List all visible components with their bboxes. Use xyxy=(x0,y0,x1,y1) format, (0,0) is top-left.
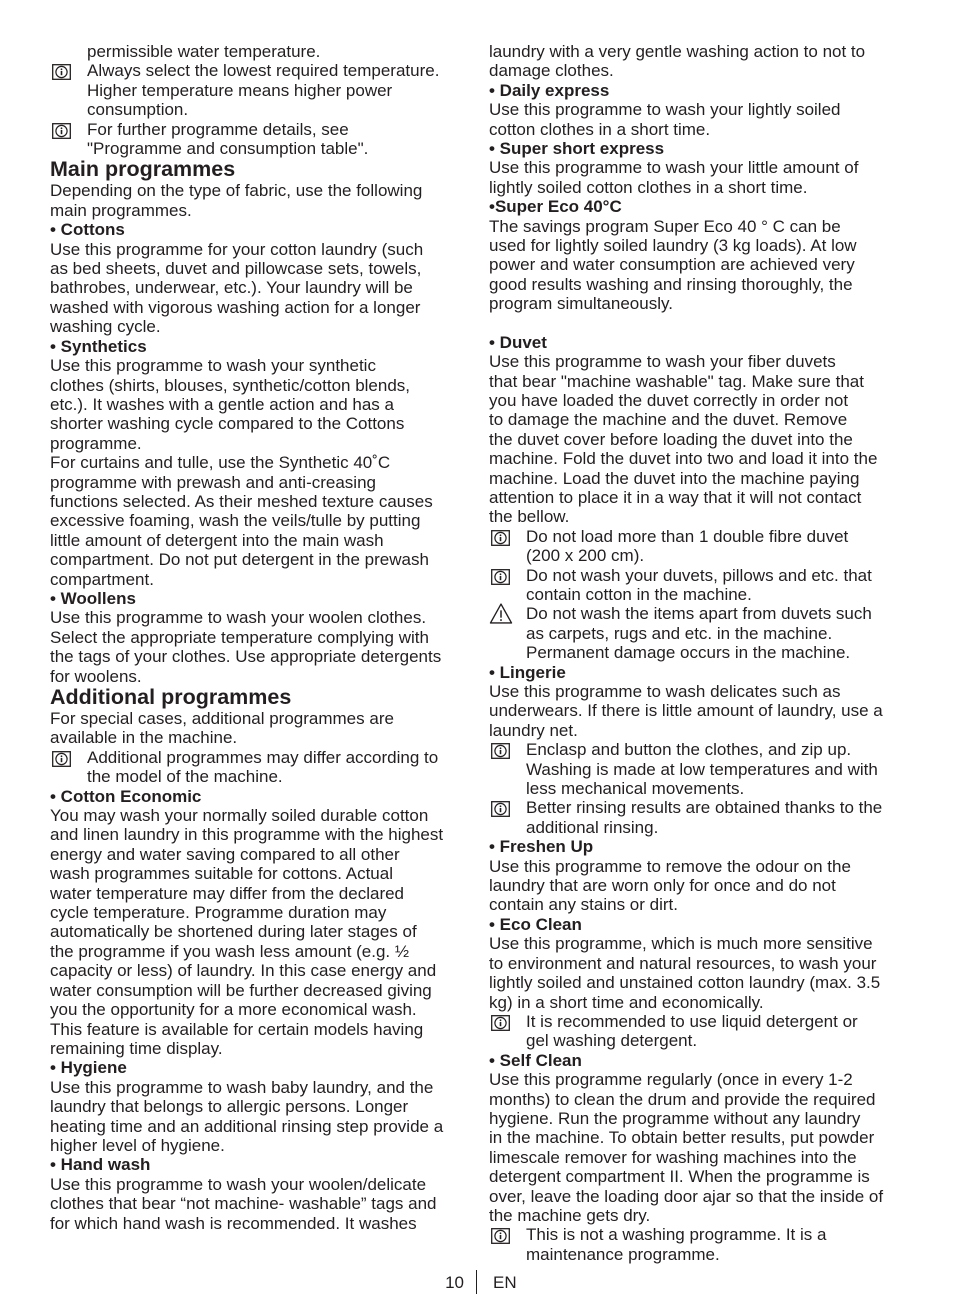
page-footer xyxy=(0,1270,954,1296)
programme-body-self-clean: Use this programme regularly (once in every 1-2 months) to clean the drum and provide the required hygiene. Run the programme without any laundry in the machine. To obtain better results, put powder limescale remover for washing machines into the detergent compartment II. When the programme is over, leave the loading door ajar so that the inside of the machine gets dry. xyxy=(489,1070,884,1225)
intro-text: permissible water temperature. xyxy=(87,42,321,61)
info-note xyxy=(489,798,909,837)
note-text: Better rinsing results are obtained thanks to the additional rinsing. xyxy=(526,798,883,837)
note-text: Additional programmes may differ according to the model of the machine. xyxy=(87,747,439,787)
info-icon xyxy=(491,1015,510,1031)
spacer xyxy=(489,314,909,333)
programme-body-freshen-up: Use this programme to remove the odour on the laundry that are worn only for once and do not contain any stains or dirt. xyxy=(489,856,851,915)
note-text: For further programme details, see "Programme and consumption table". xyxy=(87,119,369,159)
info-icon xyxy=(491,569,510,585)
section-intro: For special cases, additional programmes are available in the machine. xyxy=(50,709,394,748)
programme-body-synthetics: Use this programme to wash your synthetic clothes (shirts, blouses, synthetic/cotton blends, etc.). It washes with a gentle action and has a shorter washing cycle compared to the Cottons programme. For curtains and tulle, use the Synthetic 40˚C programme with prewash and anti-creasing functions selected. As their meshed texture causes excessive foaming, wash the veils/tulle by putting little amount of detergent into the main wash compartment. Do not put detergent in the prewash compartment. xyxy=(50,356,433,589)
footer-divider xyxy=(476,1270,477,1294)
programme-title-woollens: • Woollens xyxy=(50,588,136,608)
info-note xyxy=(489,1012,909,1051)
section-intro: Depending on the type of fabric, use the following main programmes. xyxy=(50,181,423,220)
info-note xyxy=(50,120,468,159)
info-icon xyxy=(52,751,71,767)
note-text: Enclasp and button the clothes, and zip up. Washing is made at low temperatures and with less mechanical movements. xyxy=(526,740,878,799)
programme-body-hand-wash-continued: laundry with a very gentle washing action to not to damage clothes. xyxy=(489,42,866,81)
programme-title-eco-clean: • Eco Clean xyxy=(489,914,582,934)
programme-title-cottons: • Cottons xyxy=(50,220,125,240)
programme-title-cotton-economic: • Cotton Economic xyxy=(50,786,202,806)
programme-title-lingerie: • Lingerie xyxy=(489,662,566,682)
programme-title-duvet: • Duvet xyxy=(489,332,547,352)
page-number: 10 xyxy=(445,1273,464,1292)
right-column xyxy=(489,42,909,1264)
programme-body-woollens: Use this programme to wash your woolen clothes. Select the appropriate temperature complying with the tags of your clothes. Use appropriate detergents for woolens. xyxy=(50,608,442,686)
note-text: It is recommended to use liquid detergent or gel washing detergent. xyxy=(526,1011,858,1051)
section-heading-additional-programmes: Additional programmes xyxy=(50,685,292,709)
info-note xyxy=(489,527,909,566)
info-note xyxy=(50,61,468,119)
warning-icon xyxy=(489,603,513,624)
programme-title-freshen-up: • Freshen Up xyxy=(489,837,594,857)
programme-body-super-eco: The savings program Super Eco 40 ° C can be used for lightly soiled laundry (3 kg loads). At low power and water consumption are achieved very good results washing and rinsing thoroughly, the program simultaneously. xyxy=(489,216,857,314)
warning-text: Do not wash the items apart from duvets such as carpets, rugs and etc. in the machine. Permanent damage occurs in the machine. xyxy=(526,604,872,663)
programme-title-daily-express: • Daily express xyxy=(489,80,610,100)
info-icon xyxy=(491,743,510,759)
programme-body-duvet: Use this programme to wash your fiber duvets that bear "machine washable" tag. Make sure that you have loaded the duvet correctly in order not to damage the machine and the duvet. Remove the duvet cover before loading the duvet into the machine. Fold the duvet into two and load it into the machine. Load the duvet into the machine paying attention to place it in a way that it will not contact the bellow. xyxy=(489,352,878,527)
programme-title-hygiene: • Hygiene xyxy=(50,1058,127,1078)
language-code: EN xyxy=(493,1273,517,1292)
info-note xyxy=(489,740,909,798)
programme-body-super-short-express: Use this programme to wash your little amount of lightly soiled cotton clothes in a short time. xyxy=(489,158,859,197)
programme-body-hand-wash: Use this programme to wash your woolen/delicate clothes that bear “not machine- washable” tags and for which hand wash is recommended. It washes xyxy=(50,1174,437,1233)
info-icon xyxy=(491,801,510,817)
programme-body-eco-clean: Use this programme, which is much more sensitive to environment and natural resources, to wash your lightly soiled and unstained cotton laundry (max. 3.5 kg) in a short time and economically. xyxy=(489,934,881,1012)
info-icon xyxy=(491,530,510,546)
programme-title-super-eco: •Super Eco 40°C xyxy=(489,197,622,217)
programme-body-lingerie: Use this programme to wash delicates such as underwears. If there is little amount of laundry, use a laundry net. xyxy=(489,682,883,740)
note-text: Always select the lowest required temperature. Higher temperature means higher power consumption. xyxy=(87,61,440,120)
programme-title-hand-wash: • Hand wash xyxy=(50,1155,151,1175)
info-note xyxy=(489,1225,909,1264)
left-column xyxy=(50,42,468,1233)
programme-title-super-short-express: • Super short express xyxy=(489,139,665,159)
section-heading-main-programmes: Main programmes xyxy=(50,157,236,182)
programme-body-cottons: Use this programme for your cotton laundry (such as bed sheets, duvet and pillowcase sets, towels, bathrobes, underwear, etc.). Your laundry will be washed with vigorous washing action for a longer washing cycle. xyxy=(50,239,424,337)
note-text: Do not load more than 1 double fibre duvet (200 x 200 cm). xyxy=(526,526,849,566)
programme-title-synthetics: • Synthetics xyxy=(50,336,147,356)
info-icon xyxy=(52,64,71,80)
info-note xyxy=(489,566,909,605)
note-text: Do not wash your duvets, pillows and etc. that contain cotton in the machine. xyxy=(526,565,872,604)
programme-body-daily-express: Use this programme to wash your lightly soiled cotton clothes in a short time. xyxy=(489,100,841,139)
info-icon xyxy=(491,1228,510,1244)
programme-title-self-clean: • Self Clean xyxy=(489,1050,582,1070)
programme-body-hygiene: Use this programme to wash baby laundry, and the laundry that belongs to allergic persons. Longer heating time and an additional rinsing step provide a higher level of hygiene. xyxy=(50,1077,444,1155)
programme-body-cotton-economic: You may wash your normally soiled durable cotton and linen laundry in this programme with the highest energy and water saving compared to all other wash programmes suitable for cottons. Actual water temperature may differ from the declared cycle temperature. Programme duration may automatically be shortened during later stages of the programme if you wash less amount (e.g. ½ capacity or less) of laundry. In this case energy and water consumption will be further decreased giving you the opportunity for a more economical wash. This feature is available for certain models having remaining time display. xyxy=(50,806,444,1058)
info-icon xyxy=(52,123,71,139)
warning-note xyxy=(489,604,909,662)
note-text: This is not a washing programme. It is a maintenance programme. xyxy=(526,1225,827,1264)
info-note xyxy=(50,748,468,787)
